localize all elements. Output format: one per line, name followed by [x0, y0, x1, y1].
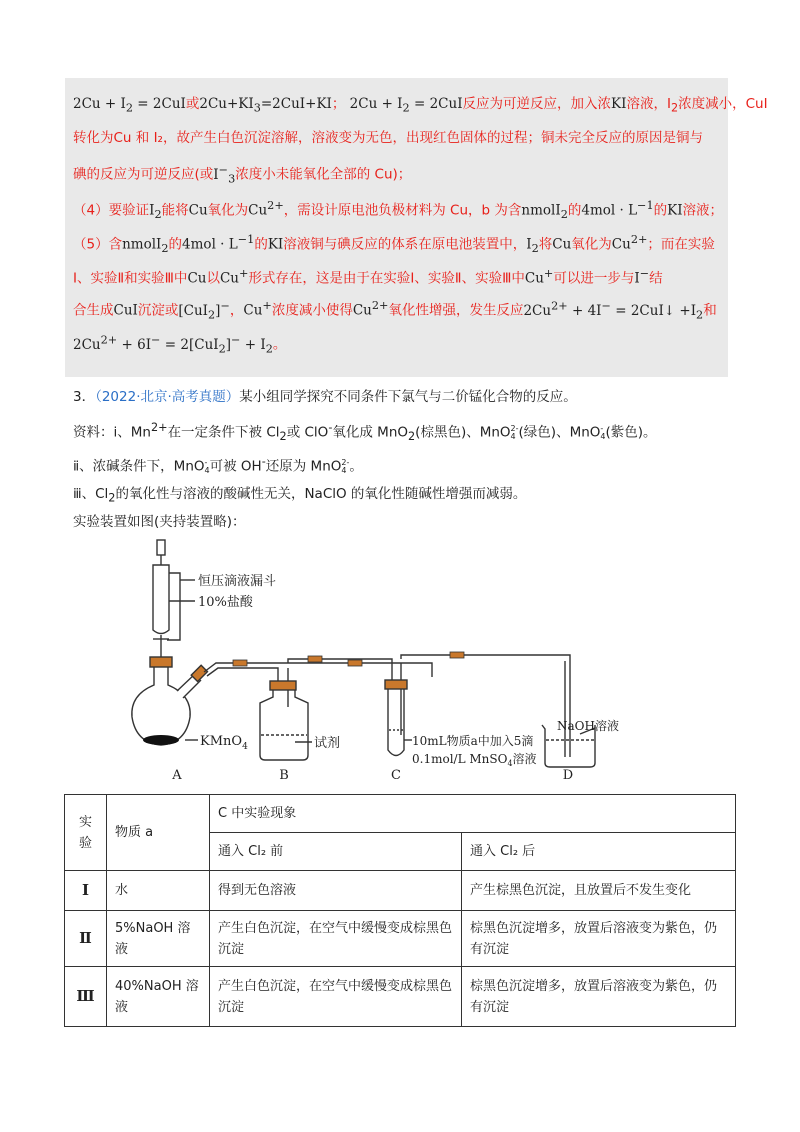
answer-line-2: 转化为Cu 和 I₂，故产生白色沉淀溶解，溶液变为无色，出现红色固体的过程；铜未完全反应的原因是铜与: [73, 130, 703, 146]
funnel-label: 恒压滴液漏斗: [198, 574, 277, 589]
header-substance: 物质 a: [107, 795, 210, 871]
table-row: Ⅲ 40%NaOH 溶液 产生白色沉淀，在空气中缓慢变成棕黑色沉淀 棕黑色沉淀增多，放置后溶液变为紫色，仍有沉淀: [65, 967, 736, 1027]
round-bottom-flask: [132, 667, 190, 745]
c-label-2: 0.1mol/L MnSO$_4$溶液: [412, 752, 537, 768]
apparatus-intro: 实验装置如图(夹持装置略)：: [73, 514, 246, 530]
answer-line-5: （5）含nmolI$_2$的$4mol \cdot L^{-1}$的KI溶液铜与碘反应的体系在原电池装置中，$I_2$将Cu氧化为$Cu^{2+}$；而在实验: [73, 233, 715, 256]
header-after: 通入 Cl₂ 后: [462, 833, 736, 871]
info-ii: ⅱ、浓碱条件下，MnO- 4可被 OH-还原为 MnO2- 4 。: [73, 455, 363, 475]
c-label-1: 10mL物质a中加入5滴: [412, 734, 534, 748]
acid-label: 10%盐酸: [198, 595, 253, 610]
funnel-stopper: [157, 540, 165, 555]
answer-line-1: $2Cu + I_2 = 2CuI$或$2Cu+KI_3=2CuI+KI$； $2Cu + I_2 = 2CuI$反应为可逆反应，加入浓KI溶液，$I_2$浓度减小，CuI: [73, 96, 768, 115]
reagent-label: 试剂: [314, 736, 341, 751]
header-before: 通入 Cl₂ 前: [210, 833, 462, 871]
answer-line-3: 碘的反应为可逆反应(或$I^-_3$浓度小未能氧化全部的 Cu)；: [73, 163, 412, 186]
label-a: A: [172, 768, 182, 783]
bottle-b-stopper: [270, 681, 296, 690]
bottle-b: [260, 690, 308, 760]
kmno4-label: KMnO$_4$: [200, 734, 248, 752]
answer-line-6: Ⅰ、实验Ⅱ和实验Ⅲ中Cu以Cu+形式存在，这是由于在实验Ⅰ、实验Ⅱ、实验Ⅲ中Cu+可以进一步与I−结: [73, 267, 663, 287]
test-tube-c-stopper: [385, 680, 407, 689]
kmno4-solid: [143, 735, 179, 745]
header-experiment: 实 验: [65, 795, 107, 871]
funnel-body: [153, 555, 169, 634]
apparatus-diagram: [120, 535, 620, 785]
table-row: Ⅱ 5%NaOH 溶液 产生白色沉淀，在空气中缓慢变成棕黑色沉淀 棕黑色沉淀增多，放置后溶液变为紫色，仍有沉淀: [65, 911, 736, 967]
info-iii: ⅲ、$Cl_2$的氧化性与溶液的酸碱性无关，NaClO 的氧化性随碱性增强而减弱。: [73, 486, 527, 505]
label-d: D: [562, 768, 574, 783]
question-stem: 3．（2022·北京·高考真题）某小组同学探究不同条件下氯气与二价锰化合物的反应。: [73, 389, 577, 405]
answer-line-7: 合生成CuI沉淀或[CuI$_2$]−，Cu+浓度减小使得$Cu^{2+}$氧化性增强，发生反应$2Cu^{2+} + 4I^-$ = 2CuI↓ $+I_2$和: [73, 299, 717, 322]
header-c-phenomenon: C 中实验现象: [210, 795, 736, 833]
results-table: [64, 794, 736, 1027]
label-c: C: [391, 768, 401, 783]
info-i: 资料：ⅰ、$Mn^{2+}$在一定条件下被 $Cl_2$或 ClO-氧化成 MnO$_2$(棕黑色)、MnO2- 4 (绿色)、MnO- 4(紫色)。: [73, 421, 657, 444]
naoh-label: NaOH溶液: [557, 719, 619, 733]
answer-line-8: $2Cu^{2+} + 6I^- = 2[CuI_2]^- + I_2$。: [73, 333, 287, 356]
answer-line-4: （4）要验证$I_2$能将Cu氧化为$Cu^{2+}$，需设计原电池负极材料为 Cu，b 为含nmolI$_2$的$4mol \cdot L^{-1}$的KI溶液；: [73, 199, 724, 222]
table-row: Ⅰ 水 得到无色溶液 产生棕黑色沉淀，且放置后不发生变化: [65, 871, 736, 911]
label-b: B: [279, 768, 289, 783]
